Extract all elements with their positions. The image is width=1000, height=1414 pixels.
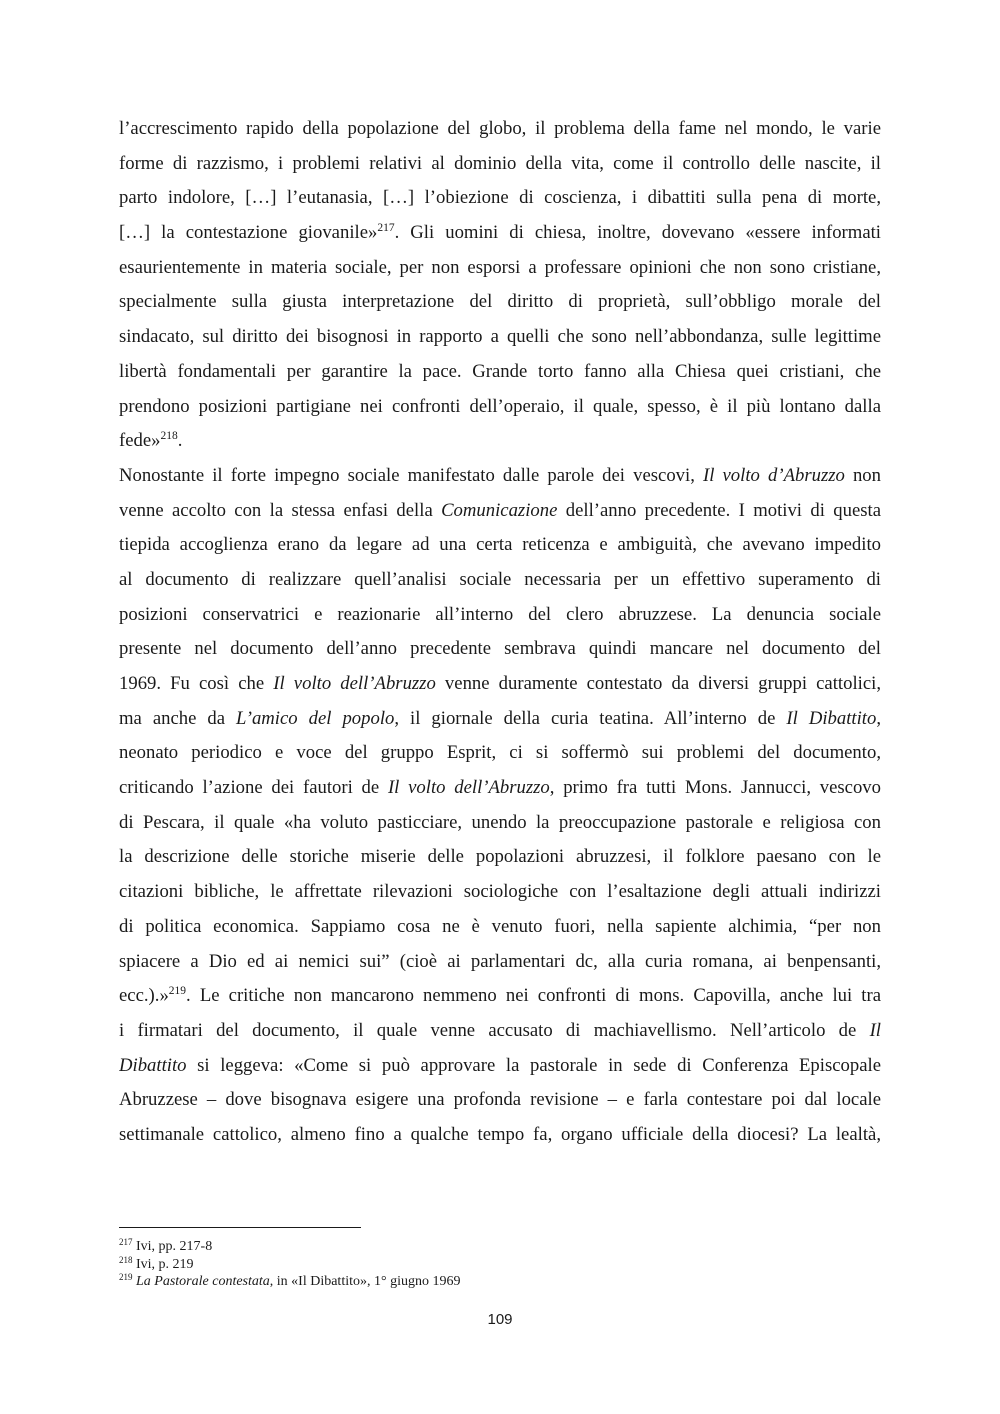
text-segment: , primo fra tutti Mons. Jannucci, vescovo bbox=[549, 777, 881, 799]
text-segment: criticando l’azione dei fautori de bbox=[119, 777, 388, 799]
text-line bbox=[119, 494, 881, 529]
text-line bbox=[119, 979, 881, 1014]
footnote-separator bbox=[119, 1227, 361, 1228]
text-line: libertà fondamentali per garantire la pace. Grande torto fanno alla Chiesa quei cristiani, che bbox=[119, 360, 881, 382]
text-line: citazioni bibliche, le affrettate rilevazioni sociologiche con l’esaltazione degli attuali indirizzi bbox=[119, 881, 881, 903]
text-line bbox=[119, 771, 881, 806]
text-segment: , il giornale della curia teatina. All’interno de bbox=[394, 707, 787, 729]
text-line: l’accrescimento rapido della popolazione del globo, il problema della fame nel mondo, le varie bbox=[119, 118, 881, 139]
text-line: di Pescara, il quale «ha voluto pasticciare, unendo la preoccupazione pastorale e religiosa con bbox=[119, 811, 881, 833]
text-line: specialmente sulla giusta interpretazione del diritto di proprietà, sull’obbligo morale del bbox=[119, 291, 881, 313]
italic-title: Il Dibattito bbox=[786, 707, 877, 729]
text-segment: Nonostante il forte impegno sociale manifestato dalle parole dei vescovi, bbox=[119, 464, 703, 486]
text-line: prendono posizioni partigiane nei confronti dell’operaio, il quale, spesso, è il più lontano dalla bbox=[119, 395, 881, 417]
text-segment: venne accolto con la stessa enfasi della bbox=[119, 499, 442, 521]
text-segment: . Gli uomini di chiesa, inoltre, dovevano «essere informati bbox=[394, 222, 881, 244]
italic-title: Dibattito bbox=[119, 1054, 187, 1076]
text-line: tiepida accoglienza erano da legare ad una certa reticenza e ambiguità, che avevano impedito bbox=[119, 534, 881, 556]
text-segment: , bbox=[876, 707, 881, 729]
footnotes bbox=[119, 1238, 879, 1291]
footnote-title: La Pastorale contestata bbox=[136, 1274, 270, 1289]
text-line bbox=[119, 702, 881, 737]
text-segment: […] la contestazione giovanile» bbox=[119, 222, 378, 244]
text-segment: 1969. Fu così che bbox=[119, 673, 274, 694]
text-line bbox=[119, 459, 881, 494]
text-segment: non bbox=[844, 464, 881, 486]
page-number: 109 bbox=[487, 1311, 513, 1328]
text-segment: si leggeva: «Come si può approvare la pastorale in sede di Conferenza Episcopale bbox=[186, 1054, 881, 1076]
text-segment: ma anche da bbox=[119, 707, 237, 729]
text-line bbox=[119, 667, 881, 702]
text-line: sindacato, sul diritto dei bisognosi in rapporto a quelli che sono nell’abbondanza, sulle legittime bbox=[119, 326, 881, 348]
text-segment: venne duramente contestato da diversi gruppi cattolici, bbox=[435, 673, 881, 694]
text-line: di politica economica. Sappiamo cosa ne è venuto fuori, nella sapiente alchimia, “per non bbox=[119, 915, 881, 937]
text-line bbox=[119, 1049, 881, 1084]
text-line: spiacere a Dio ed ai nemici sui” (cioè ai parlamentari dc, alla curia romana, ai benpensanti, bbox=[119, 950, 881, 972]
italic-title: L’amico del popolo bbox=[236, 707, 395, 729]
italic-title: Comunicazione bbox=[441, 499, 558, 521]
footnote-ref-218[interactable]: 218 bbox=[160, 430, 178, 443]
footnote-text: Ivi, p. 219 bbox=[132, 1256, 194, 1272]
text-line: al documento di realizzare quell’analisi sociale necessaria per un effettivo superamento di bbox=[119, 568, 881, 590]
footnote-number: 217 bbox=[119, 1237, 133, 1247]
text-line: settimanale cattolico, almeno fino a qualche tempo fa, organo ufficiale della diocesi? La lealtà, bbox=[119, 1123, 881, 1145]
footnote-number: 219 bbox=[119, 1272, 133, 1282]
italic-title: Il volto dell’Abruzzo bbox=[273, 673, 436, 694]
text-line: forme di razzismo, i problemi relativi al dominio della vita, come il controllo delle nascite, il bbox=[119, 152, 881, 174]
text-segment: dell’anno precedente. I motivi di questa bbox=[557, 499, 881, 521]
text-line: parto indolore, […] l’eutanasia, […] l’obiezione di coscienza, i dibattiti sulla pena di morte, bbox=[119, 187, 881, 209]
italic-title: Il volto dell’Abruzzo bbox=[387, 777, 550, 799]
footnote-ref-217[interactable]: 217 bbox=[377, 222, 395, 235]
footnote-number: 218 bbox=[119, 1254, 133, 1265]
text-line: neonato periodico e voce del gruppo Esprit, ci si soffermò sui problemi del documento, bbox=[119, 742, 881, 764]
footnote-ref-219[interactable]: 219 bbox=[168, 985, 187, 998]
italic-title: Il bbox=[869, 1019, 881, 1041]
text-line: la descrizione delle storiche miserie delle popolazioni abruzzesi, il folklore paesano con le bbox=[119, 846, 881, 868]
text-segment: fede» bbox=[119, 430, 161, 452]
footnote-text: , in «Il Dibattito», 1° giugno 1969 bbox=[269, 1274, 461, 1289]
text-line bbox=[119, 1014, 881, 1049]
footnote-219 bbox=[119, 1273, 879, 1291]
text-line: posizioni conservatrici e reazionarie all’interno del clero abruzzese. La denuncia sociale bbox=[119, 603, 881, 625]
text-line: Abruzzese – dove bisognava esigere una profonda revisione – e farla contestare poi dal locale bbox=[119, 1089, 881, 1111]
text-line bbox=[119, 216, 881, 251]
italic-title: Il volto d’Abruzzo bbox=[702, 464, 845, 486]
text-segment: ecc.).» bbox=[119, 985, 169, 1007]
text-line: esaurientemente in materia sociale, per non esporsi a professare opinioni che non sono cristiane, bbox=[119, 256, 881, 278]
body-text bbox=[119, 112, 881, 1153]
footnote-text: Ivi, pp. 217-8 bbox=[132, 1239, 213, 1254]
footnote-218 bbox=[119, 1256, 879, 1274]
footnote-217 bbox=[119, 1238, 879, 1256]
text-segment: . Le critiche non mancarono nemmeno nei confronti di mons. Capovilla, anche lui tra bbox=[186, 985, 881, 1007]
text-segment: . bbox=[177, 430, 183, 452]
text-segment: i firmatari del documento, il quale venne accusato di machiavellismo. Nell’articolo de bbox=[119, 1019, 870, 1041]
text-line bbox=[119, 424, 881, 459]
text-line: presente nel documento dell’anno precedente sembrava quindi mancare nel documento del bbox=[119, 638, 881, 660]
